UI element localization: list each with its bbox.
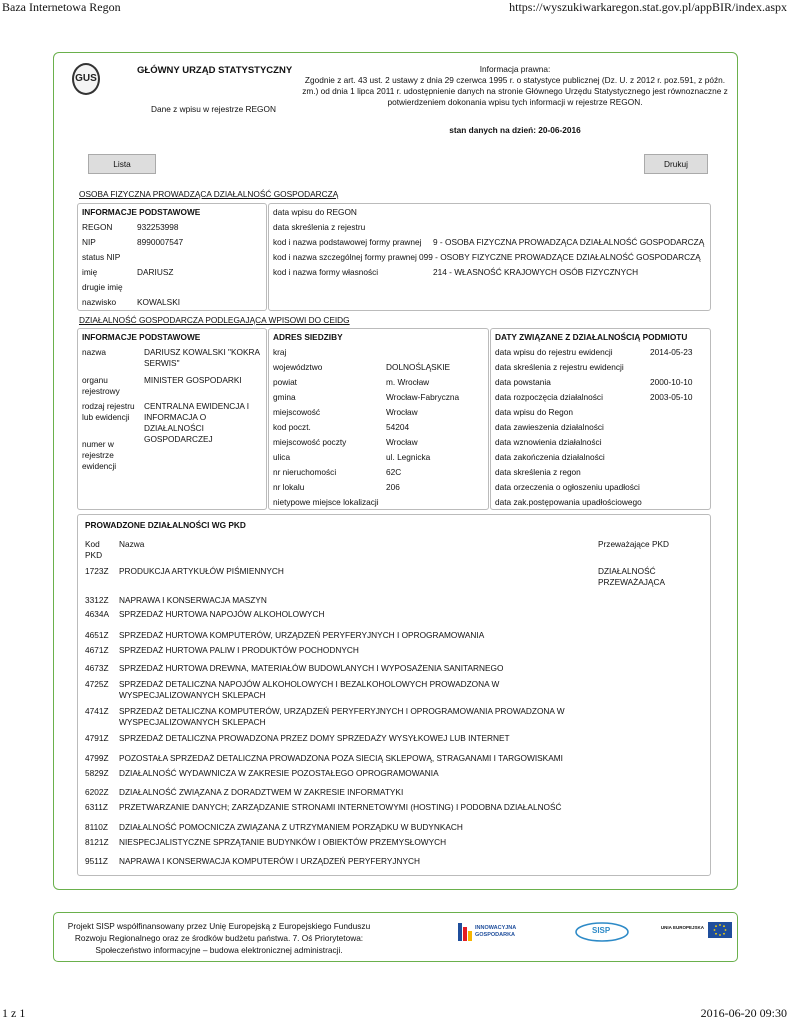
page-url[interactable]: https://wyszukiwarkaregon.stat.gov.pl/appBIR/index.aspx bbox=[509, 0, 787, 14]
date-label: data skreślenia z rejestru ewidencji bbox=[495, 362, 624, 372]
legal-title: Informacja prawna: bbox=[479, 64, 551, 74]
field-label: organu rejestrowy bbox=[82, 375, 120, 396]
date-value: 2003-05-10 bbox=[650, 392, 693, 402]
pkd-nazwa: DZIAŁALNOŚĆ WYDAWNICZA W ZAKRESIE POZOSTAŁEGO OPROGRAMOWANIA bbox=[119, 768, 439, 778]
field-label: kod i nazwa szczególnej formy prawnej bbox=[273, 252, 417, 262]
pkd-kod: 8121Z bbox=[85, 837, 109, 847]
pkd-col-nazwa: Nazwa bbox=[119, 539, 145, 549]
date-label: data orzeczenia o ogłoszeniu upadłości bbox=[495, 482, 640, 492]
pkd-kod: 6202Z bbox=[85, 787, 109, 797]
field-value: DARIUSZ bbox=[137, 267, 174, 277]
eu-flag-icon bbox=[708, 922, 732, 938]
pkd-nazwa: SPRZEDAŻ HURTOWA NAPOJÓW ALKOHOLOWYCH bbox=[119, 609, 325, 619]
activity-basic-box bbox=[77, 328, 267, 510]
field-label: NIP bbox=[82, 237, 96, 247]
field-label: nazwa bbox=[82, 347, 106, 357]
field-value: KOWALSKI bbox=[137, 297, 181, 307]
print-header bbox=[0, 0, 791, 16]
sisp-logo bbox=[572, 921, 630, 943]
pkd-nazwa: NAPRAWA I KONSERWACJA KOMPUTERÓW I URZĄDZEŃ PERYFERYJNYCH bbox=[119, 856, 421, 866]
lista-button[interactable]: Lista bbox=[88, 154, 156, 174]
field-label: kod i nazwa formy własności bbox=[273, 267, 379, 277]
field-label: status NIP bbox=[82, 252, 121, 262]
basic-info-box bbox=[77, 203, 267, 311]
field-value: 932253998 bbox=[137, 222, 179, 232]
date-label: data wpisu do rejestru ewidencji bbox=[495, 347, 613, 357]
legal-text: Zgodnie z art. 43 ust. 2 ustawy z dnia 29 czerwca 1995 r. o statystyce publicznej (Dz. U. z 2012 r. poz.591, z późn. zm.) od dnia 1 lipca 2011 r. udostępnienie danych na stronie Głównego Urzędu Statystycznego jest równoznaczne z potwierdzeniem dokonania wpisu tych informacji w rejestrze REGON. bbox=[302, 75, 728, 107]
pkd-col-kod: Kod PKD bbox=[85, 539, 103, 560]
pkd-nazwa: DZIAŁALNOŚĆ ZWIĄZANA Z DORADZTWEM W ZAKRESIE INFORMATYKI bbox=[119, 787, 404, 797]
field-label: drugie imię bbox=[82, 282, 123, 292]
pkd-nazwa: DZIAŁALNOŚĆ POMOCNICZA ZWIĄZANA Z UTRZYMANIEM PORZĄDKU W BUDYNKACH bbox=[119, 822, 463, 832]
address-label: nietypowe miejsce lokalizacji bbox=[273, 497, 379, 507]
date-label: data skreślenia z regon bbox=[495, 467, 581, 477]
date-label: data powstania bbox=[495, 377, 551, 387]
field-value: MINISTER GOSPODARKI bbox=[144, 375, 242, 385]
address-value: 54204 bbox=[386, 422, 410, 432]
sisp-label: SISP bbox=[592, 926, 611, 935]
pkd-nazwa: NAPRAWA I KONSERWACJA MASZYN bbox=[119, 595, 267, 605]
print-datetime: 2016-06-20 09:30 bbox=[700, 1006, 787, 1020]
pkd-kod: 3312Z bbox=[85, 595, 109, 605]
address-value: Wrocław bbox=[386, 407, 418, 417]
section-osoba-fizyczna-link[interactable]: OSOBA FIZYCZNA PROWADZĄCA DZIAŁALNOŚĆ GOSPODARCZĄ bbox=[79, 189, 339, 199]
field-label: imię bbox=[82, 267, 98, 277]
address-label: nr nieruchomości bbox=[273, 467, 337, 477]
page-title: Baza Internetowa Regon bbox=[2, 0, 121, 14]
drukuj-button[interactable]: Drukuj bbox=[644, 154, 708, 174]
address-label: miejscowość poczty bbox=[273, 437, 347, 447]
address-value: 206 bbox=[386, 482, 400, 492]
pkd-heading: PROWADZONE DZIAŁALNOŚCI WG PKD bbox=[85, 520, 246, 530]
date-label: data wpisu do Regon bbox=[495, 407, 573, 417]
date-label: data zak.postępowania upadłościowego bbox=[495, 497, 642, 507]
data-date: stan danych na dzień: 20-06-2016 bbox=[449, 125, 581, 135]
pkd-nazwa: POZOSTAŁA SPRZEDAŻ DETALICZNA PROWADZONA POZA SIECIĄ SKLEPOWĄ, STRAGANAMI I TARGOWISKAMI bbox=[119, 753, 563, 763]
section-ceidg-link[interactable]: DZIAŁALNOŚĆ GOSPODARCZA PODLEGAJĄCA WPISOWI DO CEIDG bbox=[79, 315, 350, 325]
pkd-kod: 4673Z bbox=[85, 663, 109, 673]
pkd-kod: 4791Z bbox=[85, 733, 109, 743]
address-label: kod poczt. bbox=[273, 422, 311, 432]
pkd-kod: 4671Z bbox=[85, 645, 109, 655]
date-label: data zawieszenia działalności bbox=[495, 422, 604, 432]
pkd-nazwa: SPRZEDAŻ DETALICZNA PROWADZONA PRZEZ DOMY SPRZEDAŻY WYSYŁKOWEJ LUB INTERNET bbox=[119, 733, 510, 743]
dates-heading: DATY ZWIĄZANE Z DZIAŁALNOŚCIĄ PODMIOTU bbox=[495, 332, 688, 342]
address-value: ul. Legnicka bbox=[386, 452, 431, 462]
field-label: data wpisu do REGON bbox=[273, 207, 357, 217]
header-subtitle: Dane z wpisu w rejestrze REGON bbox=[151, 104, 276, 114]
gus-logo-icon: GUS bbox=[72, 63, 100, 95]
field-value: 8990007547 bbox=[137, 237, 184, 247]
date-value: 2014-05-23 bbox=[650, 347, 693, 357]
field-value: 9 - OSOBA FIZYCZNA PROWADZĄCA DZIAŁALNOŚĆ GOSPODARCZĄ bbox=[433, 237, 705, 247]
field-label: numer w rejestrze ewidencji bbox=[82, 439, 117, 471]
field-value: 214 - WŁASNOŚĆ KRAJOWYCH OSÓB FIZYCZNYCH bbox=[433, 267, 639, 277]
field-label: kod i nazwa podstawowej formy prawnej bbox=[273, 237, 422, 247]
org-name: GŁÓWNY URZĄD STATYSTYCZNY bbox=[137, 65, 293, 76]
pkd-nazwa: NIESPECJALISTYCZNE SPRZĄTANIE BUDYNKÓW I OBIEKTÓW PRZEMYSŁOWYCH bbox=[119, 837, 447, 847]
address-label: nr lokalu bbox=[273, 482, 305, 492]
eu-label: UNIA EUROPEJSKA bbox=[660, 925, 704, 930]
pkd-przewazajace: DZIAŁALNOŚĆ PRZEWAŻAJĄCA bbox=[598, 566, 665, 587]
pkd-nazwa: SPRZEDAŻ DETALICZNA NAPOJÓW ALKOHOLOWYCH I BEZALKOHOLOWYCH PROWADZONA W WYSPECJALIZOWANYCH SKLEPACH bbox=[119, 679, 500, 700]
field-label: data skreślenia z rejestru bbox=[273, 222, 366, 232]
pkd-nazwa: SPRZEDAŻ HURTOWA DREWNA, MATERIAŁÓW BUDOWLANYCH I WYPOSAŻENIA SANITARNEGO bbox=[119, 663, 504, 673]
pkd-kod: 4741Z bbox=[85, 706, 109, 716]
field-value: DARIUSZ KOWALSKI "KOKRA SERWIS" bbox=[144, 347, 260, 368]
pkd-nazwa: PRODUKCJA ARTYKUŁÓW PIŚMIENNYCH bbox=[119, 566, 284, 576]
pkd-col-przewazajace: Przeważające PKD bbox=[598, 539, 670, 549]
innowacyjna-gospodarka-label: INNOWACYJNA GOSPODARKA bbox=[475, 925, 517, 938]
date-label: data wznowienia działalności bbox=[495, 437, 602, 447]
field-label: REGON bbox=[82, 222, 113, 232]
print-footer bbox=[0, 1006, 791, 1022]
innowacyjna-gospodarka-logo bbox=[458, 921, 528, 943]
pkd-nazwa: SPRZEDAŻ HURTOWA PALIW I PRODUKTÓW POCHODNYCH bbox=[119, 645, 359, 655]
activity-basic-heading: INFORMACJE PODSTAWOWE bbox=[82, 332, 201, 342]
legal-info bbox=[300, 64, 730, 108]
basic-info-heading: INFORMACJE PODSTAWOWE bbox=[82, 207, 201, 217]
address-label: powiat bbox=[273, 377, 297, 387]
address-label: gmina bbox=[273, 392, 296, 402]
address-value: 62C bbox=[386, 467, 402, 477]
address-label: województwo bbox=[273, 362, 323, 372]
address-label: miejscowość bbox=[273, 407, 321, 417]
field-value: 099 - OSOBY FIZYCZNE PROWADZĄCE DZIAŁALNOŚĆ GOSPODARCZĄ bbox=[419, 252, 701, 262]
pkd-kod: 4725Z bbox=[85, 679, 109, 689]
pkd-kod: 5829Z bbox=[85, 768, 109, 778]
footer-text: Projekt SISP współfinansowany przez Unię Europejską z Europejskiego Funduszu Rozwoju Regionalnego oraz ze środków budżetu państwa. 7. Oś Priorytetowa: Społeczeństwo informacyjne – budowa elektronicznej administracji. bbox=[67, 921, 371, 955]
address-value: DOLNOŚLĄSKIE bbox=[386, 362, 451, 372]
eu-logo bbox=[652, 922, 732, 942]
address-heading: ADRES SIEDZIBY bbox=[273, 332, 343, 342]
pkd-nazwa: SPRZEDAŻ HURTOWA KOMPUTERÓW, URZĄDZEŃ PERYFERYJNYCH I OPROGRAMOWANIA bbox=[119, 630, 485, 640]
address-label: kraj bbox=[273, 347, 287, 357]
pkd-nazwa: PRZETWARZANIE DANYCH; ZARZĄDZANIE STRONAMI INTERNETOWYMI (HOSTING) I PODOBNA DZIAŁALNOŚĆ bbox=[119, 802, 562, 812]
pkd-kod: 6311Z bbox=[85, 802, 108, 812]
pkd-kod: 4651Z bbox=[85, 630, 109, 640]
address-value: Wrocław bbox=[386, 437, 418, 447]
address-box bbox=[268, 328, 489, 510]
date-label: data zakończenia działalności bbox=[495, 452, 605, 462]
dates-box bbox=[490, 328, 711, 510]
address-label: ulica bbox=[273, 452, 291, 462]
page-counter: 1 z 1 bbox=[2, 1006, 26, 1020]
pkd-nazwa: SPRZEDAŻ DETALICZNA KOMPUTERÓW, URZĄDZEŃ PERYFERYJNYCH I OPROGRAMOWANIA PROWADZONA W WYSPECJALIZOWANYCH SKLEPACH bbox=[119, 706, 565, 727]
date-label: data rozpoczęcia działalności bbox=[495, 392, 603, 402]
pkd-kod: 1723Z bbox=[85, 566, 109, 576]
pkd-kod: 9511Z bbox=[85, 856, 108, 866]
pkd-box bbox=[77, 514, 711, 876]
pkd-kod: 8110Z bbox=[85, 822, 108, 832]
field-label: rodzaj rejestru lub ewidencji bbox=[82, 401, 135, 422]
address-value: m. Wrocław bbox=[386, 377, 430, 387]
date-value: 2000-10-10 bbox=[650, 377, 693, 387]
pkd-kod: 4799Z bbox=[85, 753, 109, 763]
pkd-kod: 4634A bbox=[85, 609, 109, 619]
field-value: CENTRALNA EWIDENCJA I INFORMACJA O DZIAŁALNOŚCI GOSPODARCZEJ bbox=[144, 401, 250, 444]
registration-info-box bbox=[268, 203, 711, 311]
field-label: nazwisko bbox=[82, 297, 117, 307]
address-value: Wrocław-Fabryczna bbox=[386, 392, 460, 402]
